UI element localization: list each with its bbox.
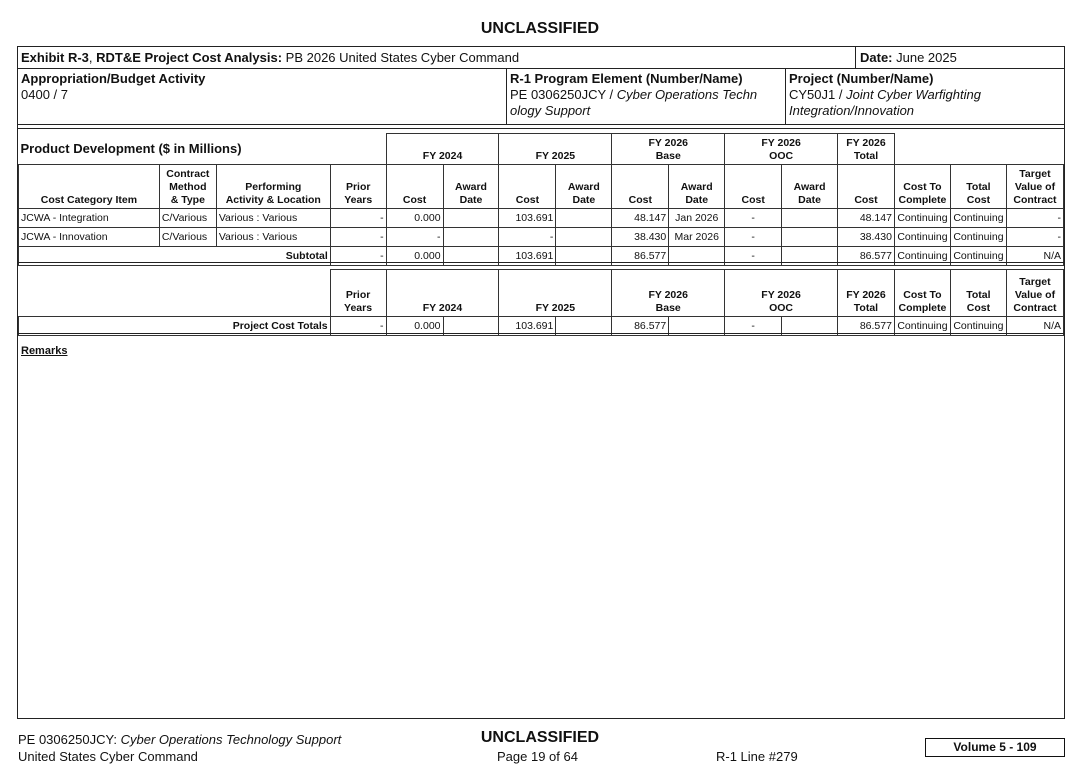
totals-fy26-total: 86.577 bbox=[837, 316, 894, 335]
row-ooc-award bbox=[782, 208, 838, 227]
totals-target-line2: Value of bbox=[1014, 288, 1056, 301]
totals-ooc-line1: FY 2026 bbox=[761, 288, 801, 301]
section-divider bbox=[18, 333, 1064, 334]
project-cell bbox=[785, 68, 1064, 124]
col-ctc-line2: Complete bbox=[898, 193, 947, 206]
col-award-line2: Date bbox=[685, 193, 709, 206]
col-cost-category: Cost Category Item bbox=[19, 164, 160, 208]
col-fy2026-ooc-award-date bbox=[782, 164, 838, 208]
col-award-line2: Date bbox=[459, 193, 483, 206]
blank-cell bbox=[894, 134, 1063, 165]
totals-tc-line2: Cost bbox=[966, 301, 991, 314]
row-base-award: Mar 2026 bbox=[669, 227, 725, 246]
fy2025-group-header: FY 2025 bbox=[499, 134, 612, 165]
row-total: Continuing bbox=[950, 208, 1006, 227]
totals-target-line1: Target bbox=[1019, 275, 1051, 288]
pe-name-part2: ology Support bbox=[510, 103, 591, 118]
col-total-line1: Total bbox=[966, 180, 991, 193]
row-fy25-cost: - bbox=[499, 227, 556, 246]
row-ooc-cost: - bbox=[725, 208, 782, 227]
fy2024-group-header: FY 2024 bbox=[386, 134, 499, 165]
column-header-row bbox=[19, 164, 1064, 208]
totals-col-total-cost bbox=[950, 270, 1006, 317]
col-contract-line1: Contract bbox=[166, 167, 210, 180]
program-info-row bbox=[18, 68, 1064, 125]
exhibit-header-row bbox=[18, 47, 1064, 69]
fy2026-ooc-group-header bbox=[725, 134, 838, 165]
project-cost-totals-table bbox=[18, 269, 1064, 336]
subtotal-total-cost: 86.577 bbox=[838, 246, 895, 265]
date-label: Date: bbox=[860, 50, 893, 65]
totals-prior-line1: Prior bbox=[345, 288, 371, 301]
project-value-line1 bbox=[789, 87, 1064, 103]
totals-col-fy2026-base bbox=[612, 270, 725, 317]
totals-col-fy2025: FY 2025 bbox=[499, 270, 612, 317]
blank-cell bbox=[330, 134, 386, 165]
col-fy2026-base-award-date bbox=[669, 164, 725, 208]
row-to-complete: Continuing bbox=[894, 208, 950, 227]
col-contract-line3: & Type bbox=[170, 193, 205, 206]
program-element-cell bbox=[506, 68, 784, 124]
appropriation-cell bbox=[21, 71, 205, 103]
totals-base-cost: 86.577 bbox=[612, 316, 669, 335]
col-fy2025-award-date bbox=[556, 164, 612, 208]
row-fy24-award bbox=[443, 208, 499, 227]
col-performing-activity bbox=[216, 164, 330, 208]
appropriation-value: 0400 / 7 bbox=[21, 87, 68, 102]
totals-prior: - bbox=[330, 316, 386, 335]
col-total-cost bbox=[950, 164, 1006, 208]
row-fy25-cost: 103.691 bbox=[499, 208, 556, 227]
footer-pe-name: Cyber Operations Technology Support bbox=[120, 732, 342, 747]
totals-base-line2: Base bbox=[655, 301, 681, 314]
col-prior-line2: Years bbox=[344, 193, 373, 206]
pe-label: R-1 Program Element (Number/Name) bbox=[510, 71, 743, 86]
product-development-table bbox=[18, 133, 1064, 266]
subtotal-total: Continuing bbox=[950, 246, 1006, 265]
totals-ooc-line2: OOC bbox=[769, 301, 793, 314]
totals-fy24-cost: 0.000 bbox=[386, 316, 443, 335]
col-fy2026-base-cost: Cost bbox=[612, 164, 669, 208]
totals-col-cost-to-complete bbox=[894, 270, 950, 317]
fy2026-base-header-line2: Base bbox=[655, 149, 681, 162]
row-fy25-award bbox=[556, 208, 612, 227]
row-base-award: Jan 2026 bbox=[669, 208, 725, 227]
col-award-line1: Award bbox=[455, 180, 487, 193]
subtotal-to-complete: Continuing bbox=[894, 246, 950, 265]
row-fy24-cost: 0.000 bbox=[386, 208, 443, 227]
exhibit-title bbox=[21, 50, 519, 65]
totals-base-line1: FY 2026 bbox=[648, 288, 688, 301]
col-award-line1: Award bbox=[567, 180, 600, 193]
pe-value-line1 bbox=[510, 87, 784, 103]
footer-r1-line: R-1 Line #279 bbox=[716, 749, 798, 764]
product-development-title: Product Development ($ in Millions) bbox=[20, 141, 242, 156]
table-row bbox=[19, 208, 1064, 227]
col-performing-line1: Performing bbox=[245, 180, 302, 193]
col-target-line3: Contract bbox=[1013, 193, 1057, 206]
row-fy24-award bbox=[443, 227, 499, 246]
row-target: - bbox=[1006, 227, 1063, 246]
col-fy2026-total-cost: Cost bbox=[838, 164, 895, 208]
fy2026-base-group-header bbox=[612, 134, 725, 165]
totals-total: Continuing bbox=[950, 316, 1006, 335]
footer-pe-number: PE 0306250JCY: bbox=[18, 732, 121, 747]
col-cost-to-complete bbox=[894, 164, 950, 208]
bottom-classification-banner: UNCLASSIFIED bbox=[480, 729, 600, 746]
subtotal-base-cost: 86.577 bbox=[612, 246, 669, 265]
footer-page-number: Page 19 of 64 bbox=[497, 749, 578, 764]
row-ooc-cost: - bbox=[725, 227, 782, 246]
col-award-line1: Award bbox=[680, 180, 713, 193]
totals-col-target-value bbox=[1006, 270, 1063, 317]
fy2026-ooc-header-line2: OOC bbox=[769, 149, 794, 162]
col-fy2024-award-date bbox=[443, 164, 499, 208]
subtotal-target: N/A bbox=[1006, 246, 1063, 265]
col-total-line2: Cost bbox=[966, 193, 991, 206]
volume-box: Volume 5 - 109 bbox=[925, 738, 1065, 757]
totals-to-complete: Continuing bbox=[894, 316, 950, 335]
row-activity: Various : Various bbox=[216, 227, 330, 246]
col-prior-years bbox=[330, 164, 386, 208]
pe-name-part1: Cyber Operations Techn bbox=[616, 87, 758, 102]
appropriation-label: Appropriation/Budget Activity bbox=[21, 71, 206, 86]
row-total: Continuing bbox=[950, 227, 1006, 246]
totals-header-row bbox=[19, 270, 1064, 317]
row-fy25-award bbox=[556, 227, 612, 246]
subtotal-prior: - bbox=[330, 246, 386, 265]
row-to-complete: Continuing bbox=[894, 227, 950, 246]
row-total-cost: 48.147 bbox=[838, 208, 895, 227]
row-method: C/Various bbox=[159, 227, 216, 246]
subtotal-label: Subtotal bbox=[19, 246, 331, 265]
exhibit-label: Exhibit R-3 bbox=[21, 50, 89, 65]
totals-target-line3: Contract bbox=[1013, 301, 1057, 314]
pe-number: PE 0306250JCY / bbox=[510, 87, 617, 102]
date-value: June 2025 bbox=[892, 50, 957, 65]
subtotal-fy25-cost: 103.691 bbox=[499, 246, 556, 265]
totals-ctc-line2: Complete bbox=[898, 301, 947, 314]
fy2026-ooc-header-line1: FY 2026 bbox=[761, 136, 801, 149]
project-name-part2: Integration/Innovation bbox=[789, 103, 915, 118]
exhibit-title-value: PB 2026 United States Cyber Command bbox=[282, 50, 520, 65]
blank-cell bbox=[19, 270, 331, 317]
row-item: JCWA - Integration bbox=[19, 208, 160, 227]
row-method: C/Various bbox=[159, 208, 216, 227]
col-award-line2: Date bbox=[798, 193, 821, 206]
row-fy24-cost: - bbox=[386, 227, 443, 246]
remarks-heading: Remarks bbox=[21, 345, 68, 357]
col-target-line2: Value of bbox=[1014, 180, 1056, 193]
fy2026-total-header-line1: FY 2026 bbox=[846, 136, 886, 149]
col-fy2024-cost: Cost bbox=[386, 164, 443, 208]
totals-fy26-total-line1: FY 2026 bbox=[846, 288, 886, 301]
section-divider bbox=[18, 262, 1064, 263]
totals-target: N/A bbox=[1006, 316, 1063, 335]
subtotal-fy24-cost: 0.000 bbox=[386, 246, 443, 265]
col-performing-line2: Activity & Location bbox=[225, 193, 321, 206]
totals-tc-line1: Total bbox=[966, 288, 991, 301]
exhibit-sep: , bbox=[88, 50, 97, 65]
col-fy2026-ooc-cost: Cost bbox=[725, 164, 782, 208]
col-award-line2: Date bbox=[572, 193, 596, 206]
row-ooc-award bbox=[782, 227, 838, 246]
col-award-line1: Award bbox=[793, 180, 826, 193]
table-row bbox=[19, 227, 1064, 246]
row-target: - bbox=[1006, 208, 1063, 227]
totals-col-fy2024: FY 2024 bbox=[386, 270, 499, 317]
col-prior-line1: Prior bbox=[345, 180, 371, 193]
col-ctc-line1: Cost To bbox=[903, 180, 942, 193]
totals-prior-line2: Years bbox=[344, 301, 373, 314]
row-prior: - bbox=[330, 208, 386, 227]
row-item: JCWA - Innovation bbox=[19, 227, 160, 246]
totals-ctc-line1: Cost To bbox=[903, 288, 942, 301]
fy2026-total-group-header bbox=[838, 134, 895, 165]
totals-ooc-cost: - bbox=[725, 316, 782, 335]
top-classification-banner: UNCLASSIFIED bbox=[480, 20, 600, 37]
exhibit-frame bbox=[17, 46, 1065, 719]
project-name-part1: Joint Cyber Warfighting bbox=[846, 87, 981, 102]
totals-fy26-total-line2: Total bbox=[853, 301, 879, 314]
col-fy2025-cost: Cost bbox=[499, 164, 556, 208]
project-number: CY50J1 / bbox=[789, 87, 847, 102]
project-cost-totals-label: Project Cost Totals bbox=[19, 316, 331, 335]
totals-col-fy2026-ooc bbox=[725, 270, 838, 317]
totals-col-prior bbox=[330, 270, 386, 317]
fy2026-total-header-line2: Total bbox=[853, 149, 879, 162]
project-label: Project (Number/Name) bbox=[789, 71, 934, 86]
footer-organization: United States Cyber Command bbox=[18, 749, 198, 764]
row-total-cost: 38.430 bbox=[838, 227, 895, 246]
row-prior: - bbox=[330, 227, 386, 246]
col-target-value bbox=[1006, 164, 1063, 208]
col-contract-method bbox=[159, 164, 216, 208]
fy2026-base-header-line1: FY 2026 bbox=[648, 136, 689, 149]
fy-group-header-row bbox=[19, 134, 1064, 165]
col-contract-line2: Method bbox=[169, 180, 207, 193]
exhibit-date bbox=[855, 47, 957, 68]
row-base-cost: 48.147 bbox=[612, 208, 669, 227]
exhibit-title-label: RDT&E Project Cost Analysis: bbox=[96, 50, 283, 65]
section-divider bbox=[18, 128, 1064, 129]
subtotal-ooc-cost: - bbox=[725, 246, 782, 265]
row-activity: Various : Various bbox=[216, 208, 330, 227]
totals-col-fy2026-total bbox=[837, 270, 894, 317]
totals-fy25-cost: 103.691 bbox=[499, 316, 556, 335]
col-target-line1: Target bbox=[1019, 167, 1051, 180]
row-base-cost: 38.430 bbox=[612, 227, 669, 246]
